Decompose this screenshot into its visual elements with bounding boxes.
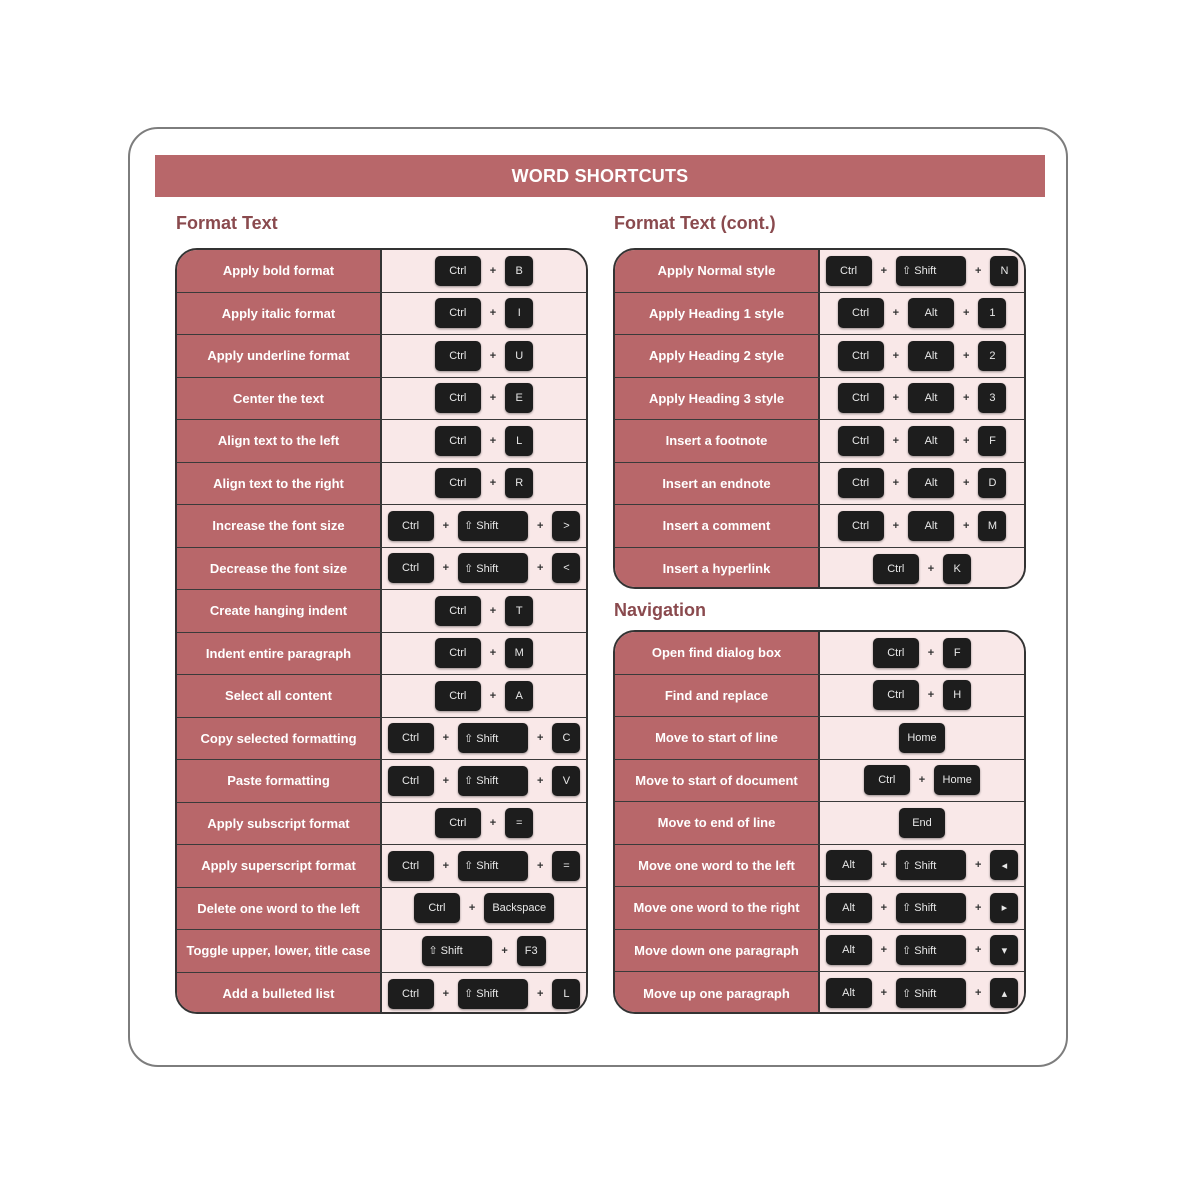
shortcut-label: Apply bold format (177, 250, 382, 292)
plus-sign: + (489, 689, 497, 702)
shortcut-label: Insert a footnote (615, 420, 820, 462)
key-combo (382, 803, 586, 845)
key-ctrl: Ctrl (388, 511, 434, 541)
shortcut-row (615, 420, 1024, 463)
key-l: L (505, 426, 533, 456)
shortcut-label: Decrease the font size (177, 548, 382, 590)
plus-sign: + (892, 307, 899, 320)
plus-sign: + (537, 562, 544, 575)
plus-sign: + (892, 349, 899, 362)
key-end: End (899, 808, 945, 838)
key-combo (382, 590, 586, 632)
key-arrow-left: ◂ (990, 850, 1018, 880)
key-alt: Alt (908, 341, 954, 371)
key-ctrl: Ctrl (873, 680, 919, 710)
shortcut-label: Move to start of line (615, 717, 820, 759)
shortcut-label: Move down one paragraph (615, 930, 820, 972)
key-shift: ⇧ Shift (896, 978, 966, 1008)
key-combo (820, 335, 1024, 377)
shortcut-row (177, 250, 586, 293)
key-combo (382, 293, 586, 335)
table-format-text (175, 248, 588, 1014)
key-shift: ⇧ Shift (896, 256, 966, 286)
shortcut-row (177, 420, 586, 463)
plus-sign: + (489, 434, 497, 447)
plus-sign: + (880, 859, 887, 872)
shortcut-row (615, 675, 1024, 718)
shortcut-label: Move up one paragraph (615, 972, 820, 1014)
plus-sign: + (489, 647, 497, 660)
key-u: U (505, 341, 533, 371)
shortcut-row (615, 548, 1024, 590)
key-shift: ⇧ Shift (458, 723, 528, 753)
key-symbol: = (552, 851, 580, 881)
key-symbol: > (552, 511, 580, 541)
shortcut-row (615, 760, 1024, 803)
key-combo (382, 633, 586, 675)
key-ctrl: Ctrl (435, 256, 481, 286)
key-combo (820, 675, 1024, 717)
key-shift: ⇧ Shift (896, 935, 966, 965)
section-title-navigation: Navigation (614, 600, 707, 620)
key-f: F (978, 426, 1006, 456)
key-arrow-right: ▸ (990, 893, 1018, 923)
key-alt: Alt (908, 511, 954, 541)
shortcut-label: Increase the font size (177, 505, 382, 547)
key-shift: ⇧ Shift (458, 511, 528, 541)
plus-sign: + (975, 944, 982, 957)
key-alt: Alt (908, 383, 954, 413)
key-ctrl: Ctrl (838, 383, 884, 413)
shortcut-row (177, 505, 586, 548)
key-combo (820, 463, 1024, 505)
shortcut-row (615, 930, 1024, 973)
key-combo (820, 378, 1024, 420)
shortcut-row (177, 803, 586, 846)
key-ctrl: Ctrl (388, 766, 434, 796)
key-c: C (552, 723, 580, 753)
key-combo (820, 760, 1024, 802)
plus-sign: + (892, 519, 899, 532)
key-m: M (978, 511, 1006, 541)
shortcut-label: Move to end of line (615, 802, 820, 844)
key-1: 1 (978, 298, 1006, 328)
plus-sign: + (489, 604, 497, 617)
page-title: WORD SHORTCUTS (155, 155, 1045, 197)
shortcut-label: Insert a hyperlink (615, 548, 820, 590)
key-ctrl: Ctrl (435, 298, 481, 328)
key-combo (820, 845, 1024, 887)
plus-sign: + (442, 519, 449, 532)
key-ctrl: Ctrl (838, 426, 884, 456)
key-ctrl: Ctrl (388, 979, 434, 1009)
key-ctrl: Ctrl (873, 638, 919, 668)
key-combo (382, 888, 586, 930)
key-combo (820, 505, 1024, 547)
key-combo (382, 548, 586, 590)
plus-sign: + (468, 902, 476, 915)
shortcut-label: Align text to the right (177, 463, 382, 505)
key-e: E (505, 383, 533, 413)
key-shift: ⇧ Shift (896, 893, 966, 923)
key-alt: Alt (826, 850, 872, 880)
plus-sign: + (537, 859, 544, 872)
key-ctrl: Ctrl (435, 468, 481, 498)
key-combo (382, 378, 586, 420)
plus-sign: + (442, 732, 449, 745)
shortcut-row (615, 335, 1024, 378)
key-l: L (552, 979, 580, 1009)
key-combo (382, 335, 586, 377)
plus-sign: + (892, 434, 899, 447)
shortcut-row (177, 335, 586, 378)
key-symbol: = (505, 808, 533, 838)
key-ctrl: Ctrl (838, 298, 884, 328)
key-home: Home (899, 723, 945, 753)
key-ctrl: Ctrl (388, 851, 434, 881)
plus-sign: + (963, 307, 970, 320)
plus-sign: + (537, 987, 544, 1000)
plus-sign: + (537, 774, 544, 787)
key-alt: Alt (908, 426, 954, 456)
shortcut-row (177, 548, 586, 591)
plus-sign: + (489, 264, 497, 277)
shortcut-label: Insert an endnote (615, 463, 820, 505)
shortcut-row (615, 293, 1024, 336)
key-combo (820, 632, 1024, 674)
key-m: M (505, 638, 533, 668)
shortcut-label: Apply superscript format (177, 845, 382, 887)
key-alt: Alt (826, 893, 872, 923)
key-ctrl: Ctrl (435, 426, 481, 456)
key-shift: ⇧ Shift (422, 936, 492, 966)
plus-sign: + (963, 349, 970, 362)
shortcut-label: Select all content (177, 675, 382, 717)
key-combo (820, 420, 1024, 462)
table-navigation (613, 630, 1026, 1014)
key-ctrl: Ctrl (435, 383, 481, 413)
key-alt: Alt (908, 468, 954, 498)
plus-sign: + (489, 349, 497, 362)
shortcut-label: Paste formatting (177, 760, 382, 802)
shortcut-label: Open find dialog box (615, 632, 820, 674)
key-home: Home (934, 765, 980, 795)
shortcut-row (615, 632, 1024, 675)
key-symbol: < (552, 553, 580, 583)
table-format-text-cont (613, 248, 1026, 589)
key-h: H (943, 680, 971, 710)
shortcut-row (615, 845, 1024, 888)
key-alt: Alt (908, 298, 954, 328)
section-title-format-text-cont: Format Text (cont.) (614, 213, 776, 233)
plus-sign: + (489, 477, 497, 490)
shortcut-label: Move one word to the left (615, 845, 820, 887)
key-combo (382, 760, 586, 802)
key-t: T (505, 596, 533, 626)
shortcut-label: Copy selected formatting (177, 718, 382, 760)
key-alt: Alt (826, 935, 872, 965)
plus-sign: + (880, 901, 887, 914)
plus-sign: + (927, 646, 935, 659)
key-combo (382, 930, 586, 972)
key-shift: ⇧ Shift (896, 850, 966, 880)
plus-sign: + (963, 434, 970, 447)
shortcut-row (177, 718, 586, 761)
shortcut-label: Apply Heading 2 style (615, 335, 820, 377)
key-shift: ⇧ Shift (458, 553, 528, 583)
shortcut-row (177, 845, 586, 888)
key-combo (382, 505, 586, 547)
plus-sign: + (975, 859, 982, 872)
plus-sign: + (975, 264, 982, 277)
plus-sign: + (442, 774, 449, 787)
key-i: I (505, 298, 533, 328)
key-combo (382, 718, 586, 760)
shortcut-row (615, 250, 1024, 293)
shortcut-label: Insert a comment (615, 505, 820, 547)
key-combo (820, 250, 1024, 292)
plus-sign: + (880, 987, 887, 1000)
key-3: 3 (978, 383, 1006, 413)
shortcut-label: Move one word to the right (615, 887, 820, 929)
key-backspace: Backspace (484, 893, 554, 923)
shortcut-row (615, 887, 1024, 930)
shortcut-row (177, 633, 586, 676)
key-combo (382, 463, 586, 505)
shortcut-label: Toggle upper, lower, title case (177, 930, 382, 972)
plus-sign: + (880, 264, 887, 277)
key-combo (382, 973, 586, 1015)
plus-sign: + (975, 901, 982, 914)
plus-sign: + (537, 519, 544, 532)
shortcut-row (177, 590, 586, 633)
shortcut-label: Apply subscript format (177, 803, 382, 845)
shortcut-row (177, 930, 586, 973)
key-combo (820, 930, 1024, 972)
shortcut-label: Move to start of document (615, 760, 820, 802)
key-ctrl: Ctrl (435, 681, 481, 711)
shortcut-label: Apply Normal style (615, 250, 820, 292)
shortcut-label: Apply Heading 3 style (615, 378, 820, 420)
shortcut-label: Apply Heading 1 style (615, 293, 820, 335)
shortcut-row (177, 760, 586, 803)
shortcut-row (177, 378, 586, 421)
key-b: B (505, 256, 533, 286)
key-ctrl: Ctrl (435, 596, 481, 626)
key-combo (820, 293, 1024, 335)
shortcut-label: Align text to the left (177, 420, 382, 462)
plus-sign: + (501, 944, 508, 957)
plus-sign: + (880, 944, 887, 957)
key-combo (820, 887, 1024, 929)
shortcut-row (177, 973, 586, 1015)
key-shift: ⇧ Shift (458, 979, 528, 1009)
key-ctrl: Ctrl (838, 511, 884, 541)
key-ctrl: Ctrl (435, 808, 481, 838)
plus-sign: + (892, 392, 899, 405)
plus-sign: + (975, 987, 982, 1000)
key-arrow-down: ▾ (990, 935, 1018, 965)
plus-sign: + (927, 562, 935, 575)
key-2: 2 (978, 341, 1006, 371)
key-k: K (943, 554, 971, 584)
plus-sign: + (927, 689, 935, 702)
key-combo (382, 250, 586, 292)
shortcut-label: Center the text (177, 378, 382, 420)
shortcut-row (615, 717, 1024, 760)
shortcut-label: Create hanging indent (177, 590, 382, 632)
shortcut-row (615, 463, 1024, 506)
shortcut-label: Add a bulleted list (177, 973, 382, 1015)
key-ctrl: Ctrl (838, 341, 884, 371)
plus-sign: + (489, 307, 497, 320)
shortcut-row (177, 293, 586, 336)
shortcut-label: Find and replace (615, 675, 820, 717)
key-ctrl: Ctrl (388, 723, 434, 753)
key-alt: Alt (826, 978, 872, 1008)
key-shift: ⇧ Shift (458, 766, 528, 796)
key-ctrl: Ctrl (838, 468, 884, 498)
key-ctrl: Ctrl (826, 256, 872, 286)
section-title-format-text: Format Text (176, 213, 278, 233)
shortcut-label: Indent entire paragraph (177, 633, 382, 675)
shortcut-label: Delete one word to the left (177, 888, 382, 930)
key-combo (382, 845, 586, 887)
shortcut-row (615, 972, 1024, 1014)
key-combo (382, 675, 586, 717)
key-v: V (552, 766, 580, 796)
key-f3: F3 (517, 936, 546, 966)
plus-sign: + (442, 987, 449, 1000)
shortcut-label: Apply underline format (177, 335, 382, 377)
shortcut-row (615, 505, 1024, 548)
key-combo (382, 420, 586, 462)
plus-sign: + (963, 519, 970, 532)
shortcut-row (615, 378, 1024, 421)
key-ctrl: Ctrl (388, 553, 434, 583)
key-ctrl: Ctrl (414, 893, 460, 923)
plus-sign: + (918, 774, 926, 787)
key-ctrl: Ctrl (435, 638, 481, 668)
key-r: R (505, 468, 533, 498)
key-ctrl: Ctrl (864, 765, 910, 795)
plus-sign: + (489, 817, 497, 830)
plus-sign: + (442, 859, 449, 872)
key-combo (820, 717, 1024, 759)
shortcut-row (177, 675, 586, 718)
key-n: N (990, 256, 1018, 286)
key-ctrl: Ctrl (873, 554, 919, 584)
key-f: F (943, 638, 971, 668)
plus-sign: + (537, 732, 544, 745)
plus-sign: + (489, 392, 497, 405)
key-combo (820, 802, 1024, 844)
shortcut-row (615, 802, 1024, 845)
plus-sign: + (892, 477, 899, 490)
shortcut-row (177, 888, 586, 931)
key-a: A (505, 681, 533, 711)
plus-sign: + (963, 392, 970, 405)
key-shift: ⇧ Shift (458, 851, 528, 881)
plus-sign: + (442, 562, 449, 575)
key-combo (820, 548, 1024, 590)
key-d: D (978, 468, 1006, 498)
key-combo (820, 972, 1024, 1014)
key-arrow-up: ▴ (990, 978, 1018, 1008)
shortcut-row (177, 463, 586, 506)
key-ctrl: Ctrl (435, 341, 481, 371)
plus-sign: + (963, 477, 970, 490)
shortcut-label: Apply italic format (177, 293, 382, 335)
